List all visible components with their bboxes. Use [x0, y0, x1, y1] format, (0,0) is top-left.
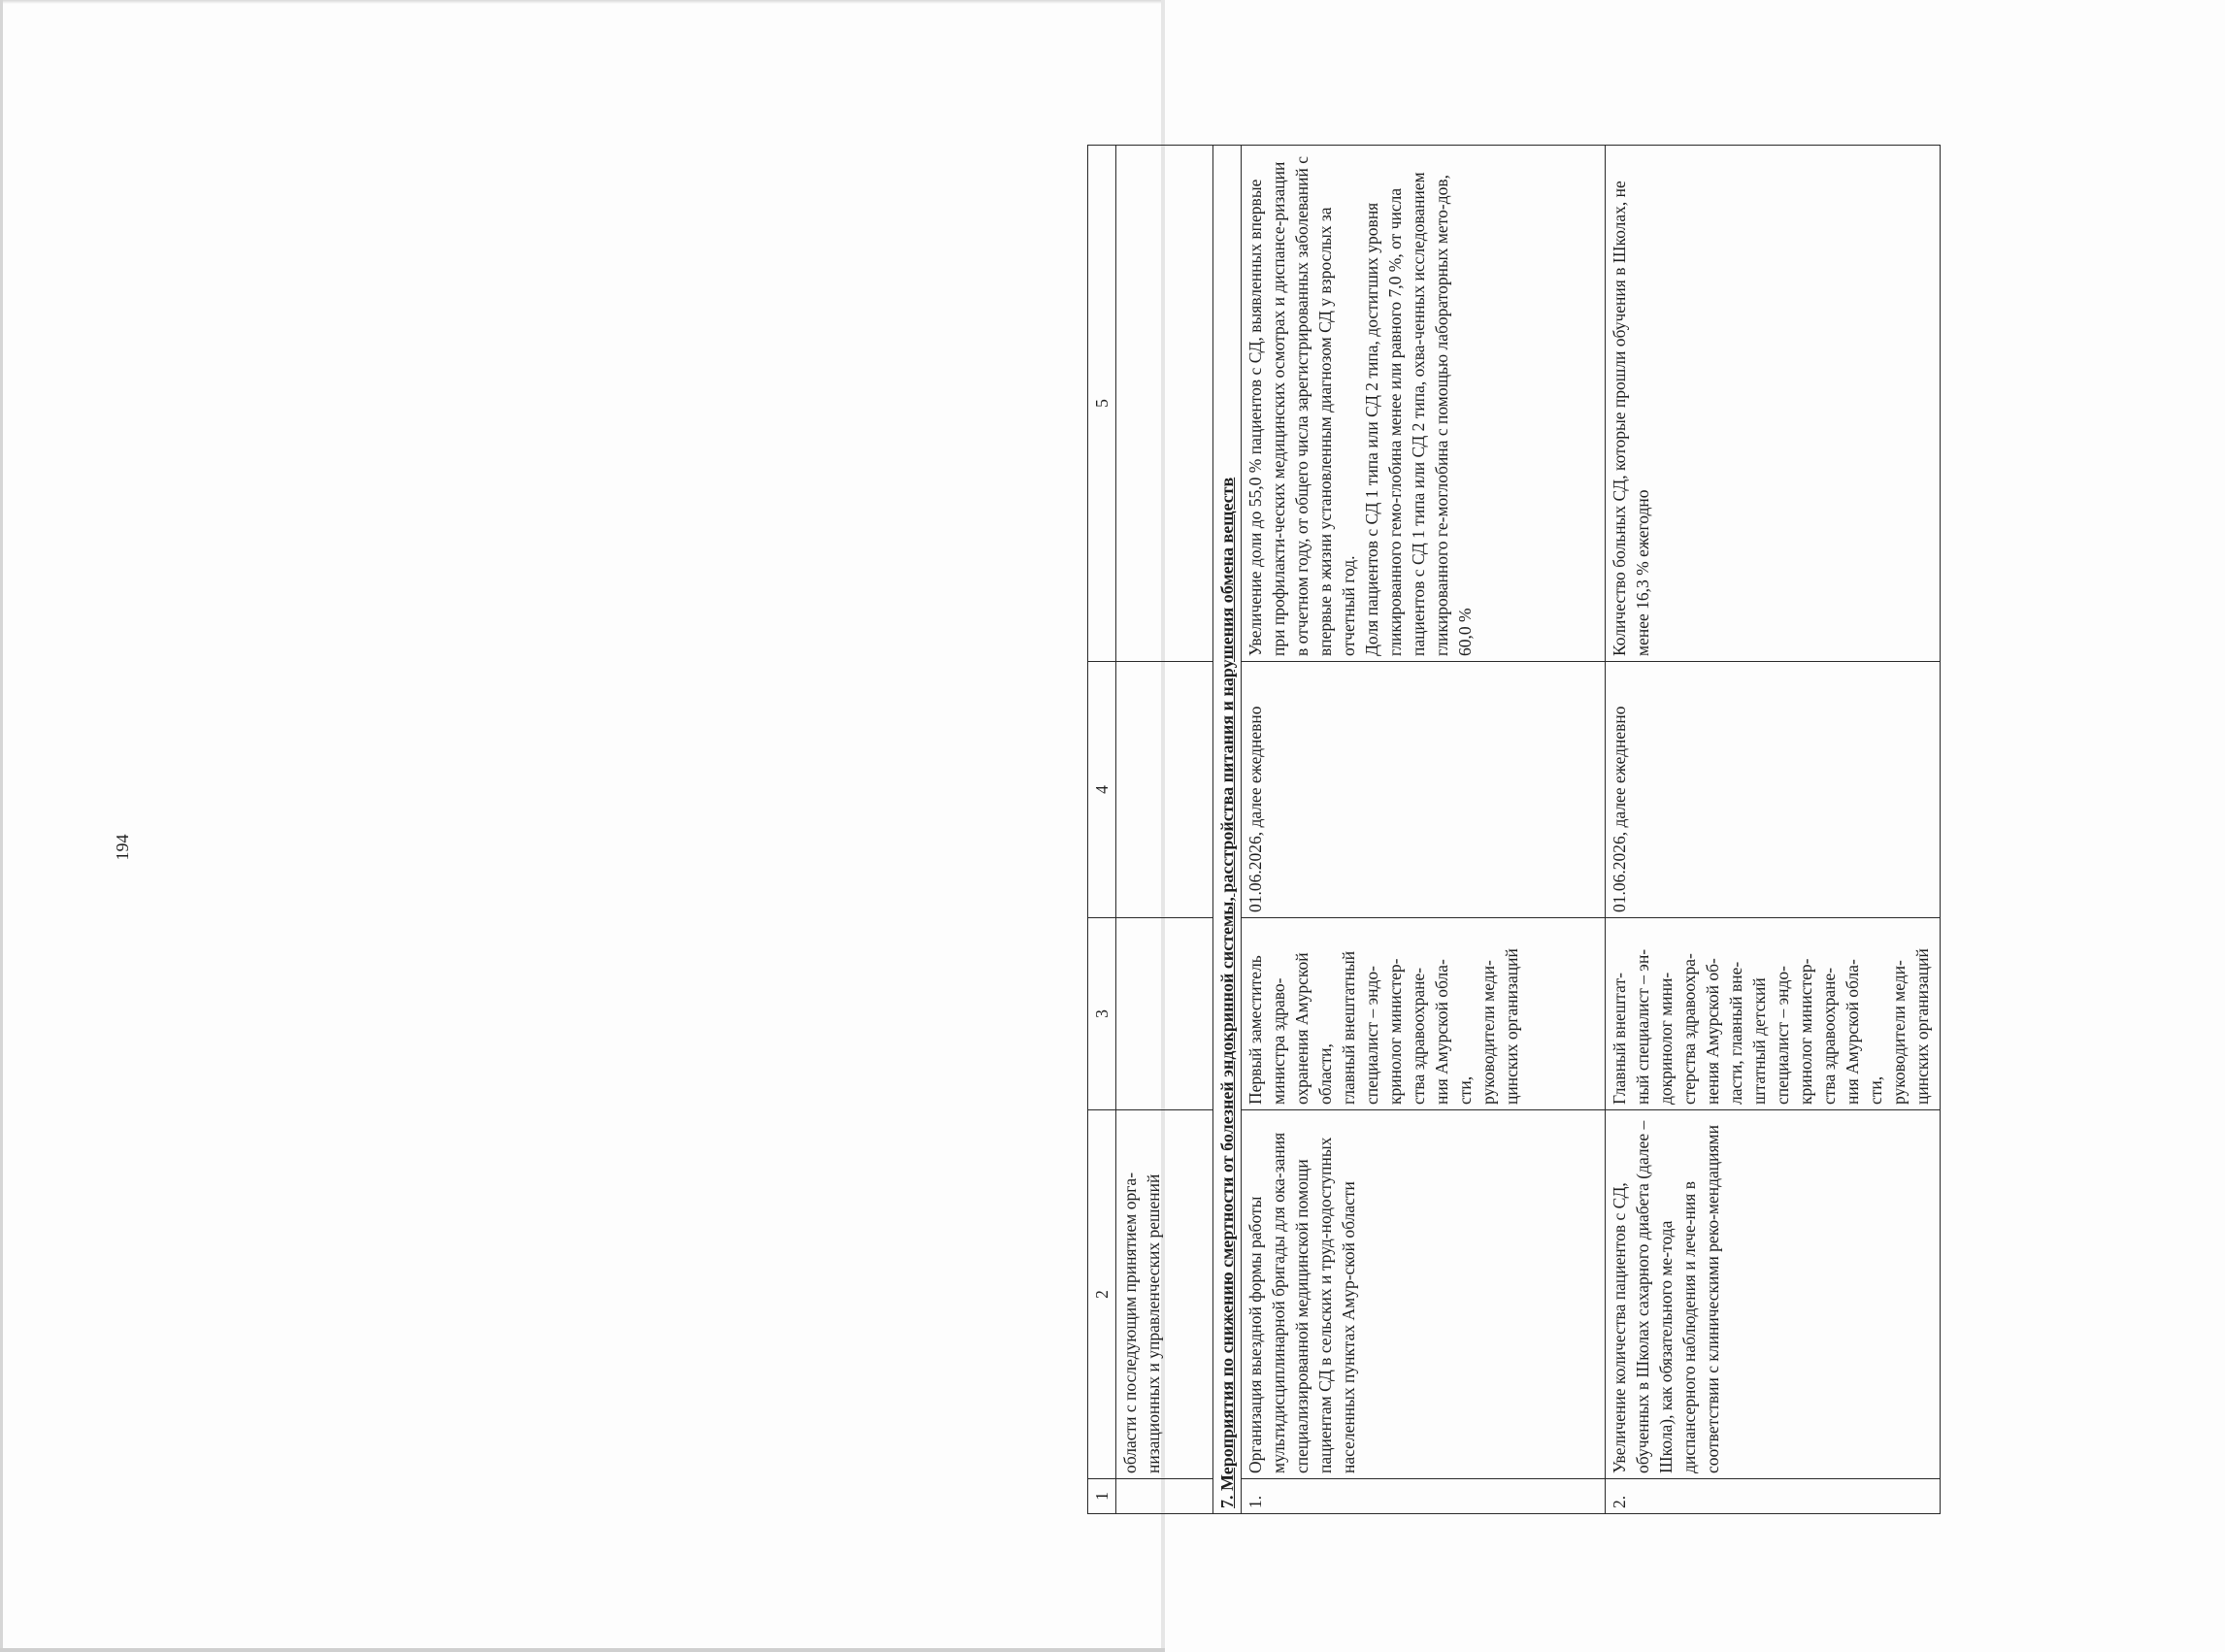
- scan-bottom-edge: [0, 1648, 1165, 1652]
- responsible-line: Первый заместитель: [1245, 955, 1265, 1105]
- responsible-line: цинских организаций: [1502, 948, 1521, 1105]
- continuation-result: [1116, 146, 1213, 662]
- table-row: [1606, 146, 1941, 1514]
- activity-cell: [1606, 1110, 1941, 1479]
- continuation-activity-text: области с последующим принятием орга-низационных и управленческих решений: [1120, 1172, 1163, 1473]
- responsible-line: Главный внештат-: [1610, 973, 1629, 1105]
- result-paragraph: Доля пациентов с СД 1 типа или СД 2 типа, достигших уровня гликированного гемо-глобина менее или равного 7,0 %, от числа пациентов с СД 1 типа или СД 2 типа, охва-ченных исследованием гликированного ге-моглобина с помощью лабораторных мето-дов, 60,0 %: [1362, 172, 1475, 656]
- continuation-responsible: [1116, 918, 1213, 1110]
- responsible-line: стерства здравоохра-: [1679, 953, 1699, 1105]
- measures-table: [1087, 145, 1941, 1514]
- responsible-line: охранения Амурской: [1292, 952, 1312, 1105]
- deadline-cell: [1242, 662, 1606, 918]
- header-cell-2: 2: [1088, 1110, 1116, 1479]
- responsible-line: ства здравоохране-: [1409, 967, 1428, 1105]
- page-number: 194: [113, 834, 132, 861]
- header-cell-5: 5: [1088, 146, 1116, 662]
- responsible-line: министра здраво-: [1269, 977, 1288, 1105]
- responsible-line: кринолог министер-: [1796, 958, 1815, 1105]
- deadline-text: 01.06.2026, далее ежедневно: [1610, 706, 1629, 912]
- row-number: 2.: [1606, 1479, 1941, 1514]
- header-cell-3: 3: [1088, 918, 1116, 1110]
- responsible-cell: [1606, 918, 1941, 1110]
- deadline-cell: [1606, 662, 1941, 918]
- responsible-line: штатный детский: [1749, 977, 1769, 1105]
- responsible-line: ния Амурской обла-: [1432, 959, 1451, 1105]
- responsible-line: ласти, главный вне-: [1726, 961, 1745, 1105]
- activity-text: Увеличение количества пациентов с СД, обученных в Школах сахарного диабета (далее – Школа), как обязательного ме-тода диспансерного наблюдения и лече-ния в соответствии с клиническими реко-мендациями: [1610, 1120, 1722, 1473]
- section-title: 7. Мероприятия по снижению смертности от болезней эндокринной системы, расстройства питания и нарушения обмена веществ: [1213, 146, 1242, 1514]
- responsible-cell: [1242, 918, 1606, 1110]
- result-paragraph: Количество больных СД, которые прошли обучения в Школах, не менее 16,3 % ежегодно: [1610, 181, 1652, 656]
- continuation-deadline: [1116, 662, 1213, 918]
- deadline-text: 01.06.2026, далее ежедневно: [1245, 706, 1265, 912]
- result-paragraph: Увеличение доли до 55,0 % пациентов с СД, выявленных впервые при профилакти-ческих медицинских осмотрах и диспансе-ризации в отчетном году, от общего числа зарегистрированных заболеваний с впервые в жизни установленным диагнозом СД у взрослых за отчетный год.: [1245, 155, 1358, 656]
- header-cell-4: 4: [1088, 662, 1116, 918]
- result-cell: [1606, 146, 1941, 662]
- section-row: [1213, 146, 1242, 1514]
- responsible-line: специалист – эндо-: [1362, 966, 1381, 1105]
- responsible-line: руководители меди-: [1478, 960, 1498, 1105]
- responsible-line: ный специалист – эн-: [1633, 948, 1652, 1105]
- scan-left-edge: [0, 0, 3, 1652]
- responsible-line: докринолог мини-: [1656, 972, 1676, 1105]
- responsible-line: руководители меди-: [1889, 960, 1909, 1105]
- responsible-line: области,: [1315, 1043, 1335, 1105]
- responsible-line: ства здравоохране-: [1819, 967, 1839, 1105]
- responsible-line: кринолог министер-: [1385, 958, 1405, 1105]
- table-row: [1242, 146, 1606, 1514]
- responsible-line: ния Амурской обла-: [1843, 959, 1862, 1105]
- row-number: 1.: [1242, 1479, 1606, 1514]
- continuation-row: [1116, 146, 1213, 1514]
- activity-text: Организация выездной формы работы мультидисциплинарной бригады для ока-зания специализированной медицинской помощи пациентам СД в сельских и труд-нодоступных населенных пунктах Амур-ской области: [1245, 1132, 1358, 1473]
- result-cell: [1242, 146, 1606, 662]
- continuation-activity: [1116, 1110, 1213, 1479]
- responsible-line: главный внештатный: [1339, 950, 1358, 1105]
- responsible-line: цинских организаций: [1912, 948, 1932, 1105]
- responsible-line: специалист – эндо-: [1773, 966, 1792, 1105]
- responsible-line: нения Амурской об-: [1703, 958, 1722, 1105]
- scan-top-edge: [0, 0, 1165, 4]
- activity-cell: [1242, 1110, 1606, 1479]
- continuation-num: [1116, 1479, 1213, 1514]
- header-cell-1: 1: [1088, 1479, 1116, 1514]
- responsible-line: сти,: [1455, 1075, 1475, 1105]
- header-row: [1088, 146, 1116, 1514]
- rotated-table-container: [1087, 146, 2225, 1514]
- responsible-line: сти,: [1866, 1075, 1885, 1105]
